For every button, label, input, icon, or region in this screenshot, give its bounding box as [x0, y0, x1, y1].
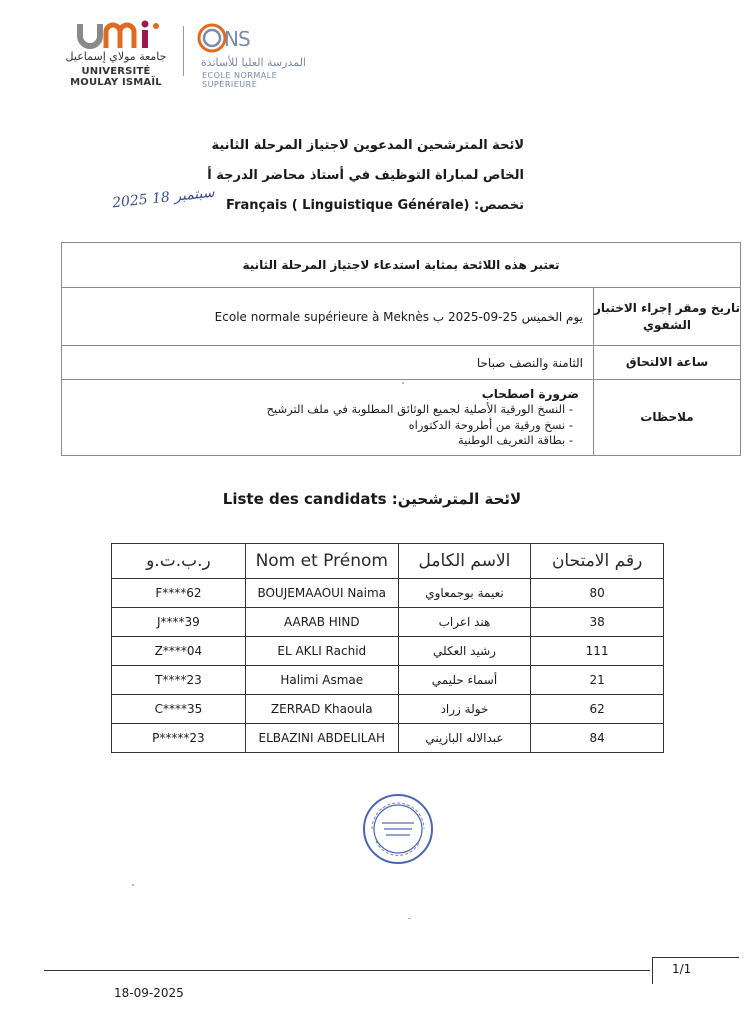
header-cin: ر.ب.ت.و	[112, 544, 246, 579]
notes-label: ملاحظات	[593, 380, 740, 455]
official-stamp	[362, 793, 434, 865]
table-row	[112, 695, 664, 724]
cin-cell: C****35	[112, 695, 246, 724]
exam-date-value	[62, 288, 593, 345]
scan-speck	[132, 884, 134, 886]
exam-date-text: يوم الخميس 25-09-2025 ب	[432, 309, 583, 324]
table-header-row	[112, 544, 664, 579]
table-row	[112, 724, 664, 753]
exam-number-cell: 62	[531, 695, 664, 724]
notes-list	[62, 402, 579, 449]
name-ar-cell: هند اعراب	[398, 608, 531, 637]
table-row	[112, 608, 664, 637]
exam-place-text: Ecole normale supérieure à Meknès	[214, 309, 430, 324]
name-fr-cell: ELBAZINI ABDELILAH	[245, 724, 398, 753]
exam-number-cell: 38	[531, 608, 664, 637]
speciality-label: تخصص:	[474, 198, 524, 213]
cin-cell: P*****23	[112, 724, 246, 753]
umi-logo-mark	[76, 20, 160, 50]
convocation-box	[61, 242, 741, 456]
umi-arabic-name: جامعة مولاي إسماعيل	[65, 50, 167, 63]
cin-cell: Z****04	[112, 637, 246, 666]
name-fr-cell: BOUJEMAAOUI Naima	[245, 579, 398, 608]
umi-french-name: UNIVERSITÉ MOULAY ISMAÏL	[70, 66, 162, 88]
cin-cell: F****62	[112, 579, 246, 608]
page-number: 1/1	[672, 962, 692, 976]
svg-text:NS: NS	[224, 27, 250, 51]
name-fr-cell: Halimi Asmae	[245, 666, 398, 695]
speciality-line	[226, 198, 524, 213]
title-line-1: لائحة المترشحين المدعوين لاجتياز المرحلة الثانية	[211, 138, 524, 153]
table-row	[112, 579, 664, 608]
table-row	[112, 637, 664, 666]
speciality-value: Français ( Linguistique Générale)	[226, 198, 470, 213]
name-fr-cell: ZERRAD Khaoula	[245, 695, 398, 724]
candidates-table	[111, 543, 664, 753]
name-ar-cell: أسماء حليمي	[398, 666, 531, 695]
ens-logo-mark	[196, 20, 266, 56]
notes-item: - بطاقة التعريف الوطنية	[62, 433, 573, 449]
exam-date-row	[62, 288, 740, 346]
exam-number-cell: 80	[531, 579, 664, 608]
exam-number-cell: 21	[531, 666, 664, 695]
notes-item: - نسخ ورقية من أطروحة الدكتوراه	[62, 418, 573, 434]
name-fr-cell: AARAB HIND	[245, 608, 398, 637]
header-exam-number: رقم الامتحان	[531, 544, 664, 579]
notes-title: ضرورة اصطحاب	[481, 387, 579, 401]
umi-logo	[56, 18, 176, 88]
candidates-title	[0, 490, 744, 508]
footer-date: 18-09-2025	[114, 986, 184, 1000]
candidates-title-fr: Liste des candidats :	[222, 490, 398, 508]
arrival-time-row	[62, 346, 740, 380]
scan-speck	[408, 918, 411, 919]
header-name-fr: Nom et Prénom	[245, 544, 398, 579]
exam-date-label: تاريخ ومقر إجراء الاختبار الشفوي	[593, 288, 740, 345]
page-number-box	[652, 957, 739, 984]
notes-item: - النسخ الورقية الأصلية لجميع الوثائق المطلوبة في ملف الترشيح	[62, 402, 573, 418]
name-ar-cell: خولة زراد	[398, 695, 531, 724]
handwritten-date: 2025 سبتمبر 18	[111, 184, 216, 212]
arrival-time-label: ساعة الالتحاق	[593, 346, 740, 379]
title-line-2: الخاص لمباراة التوظيف في أستاذ محاضر الدرجة أ	[207, 168, 524, 183]
footer-line	[44, 970, 650, 971]
table-row	[112, 666, 664, 695]
exam-number-cell: 111	[531, 637, 664, 666]
name-fr-cell: EL AKLI Rachid	[245, 637, 398, 666]
name-ar-cell: رشيد العكلي	[398, 637, 531, 666]
ens-arabic-name: المدرسة العليا للأساتذة	[200, 56, 306, 69]
notes-row	[62, 380, 740, 455]
name-ar-cell: عبدالاله البازيني	[398, 724, 531, 753]
header-name-ar: الاسم الكامل	[398, 544, 531, 579]
arrival-time-value: الثامنة والنصف صباحا	[476, 355, 583, 370]
ens-french-name: ECOLE NORMALE SUPÉRIEURE	[202, 71, 278, 89]
scan-speck	[402, 382, 404, 384]
convocation-heading: تعتبر هذه اللائحة بمثابة استدعاء لاجتياز المرحلة الثانية	[62, 243, 740, 288]
cin-cell: T****23	[112, 666, 246, 695]
candidates-title-ar: لائحة المترشحين	[397, 490, 522, 508]
exam-number-cell: 84	[531, 724, 664, 753]
notes-content	[62, 380, 593, 455]
ens-logo	[196, 20, 316, 89]
cin-cell: J****39	[112, 608, 246, 637]
logo-separator	[183, 26, 184, 76]
name-ar-cell: نعيمة بوجمعاوي	[398, 579, 531, 608]
